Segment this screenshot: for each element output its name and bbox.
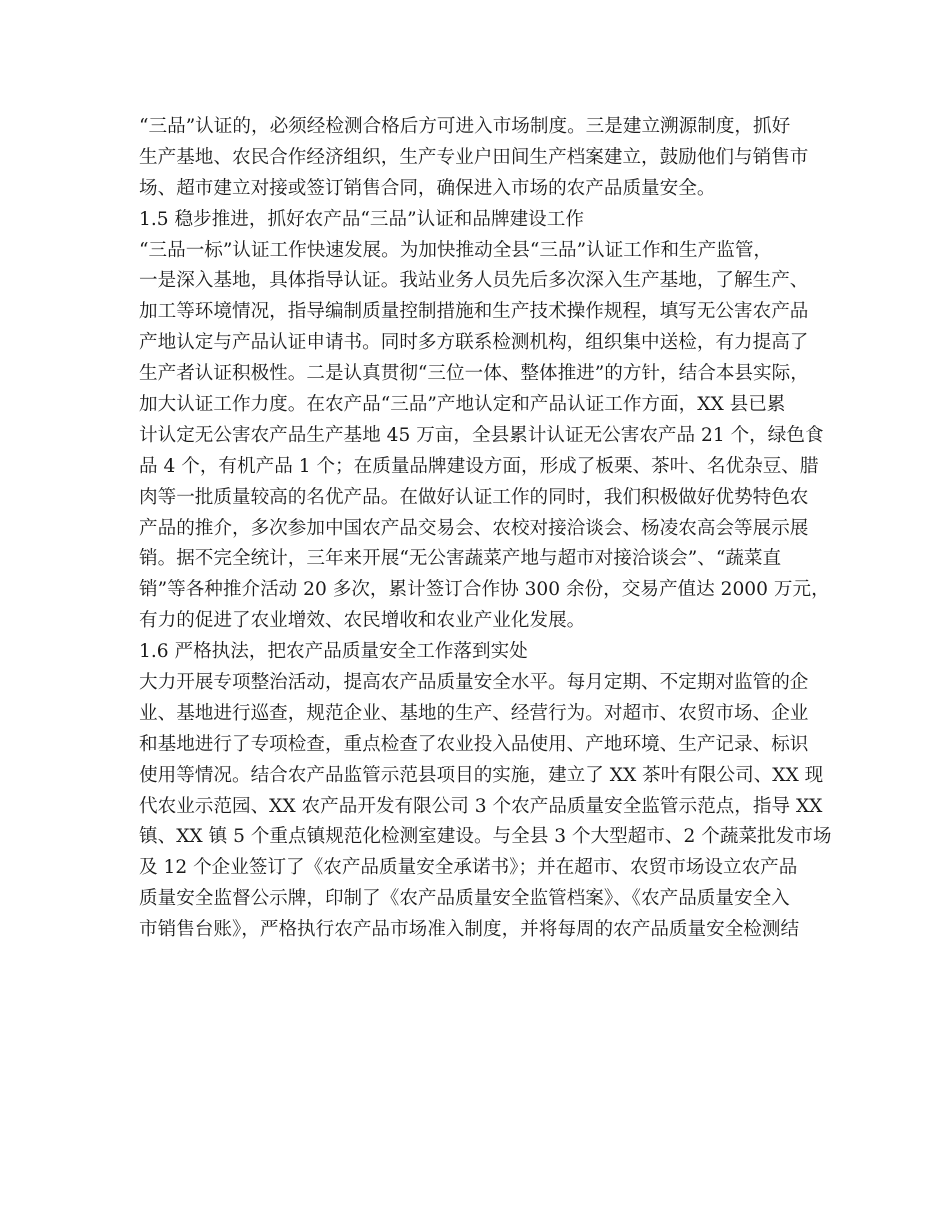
text-line: 场、超市建立对接或签订销售合同，确保进入市场的农产品质量安全。 bbox=[139, 177, 716, 199]
text-line: 肉等一批质量较高的名优产品。在做好认证工作的同时，我们积极做好优势特色农 bbox=[139, 486, 809, 508]
text-line: 和基地进行了专项检查，重点检查了农业投入品使用、产地环境、生产记录、标识 bbox=[139, 733, 809, 755]
text-line: 业、基地进行巡查，规范企业、基地的生产、经营行为。对超市、农贸市场、企业 bbox=[139, 702, 809, 724]
text-line: 加工等环境情况，指导编制质量控制措施和生产技术操作规程，填写无公害农产品 bbox=[139, 301, 809, 323]
text-line: 销”等各种推介活动 20 多次，累计签订合作协 300 余份，交易产值达 2000 万元， bbox=[139, 579, 830, 601]
text-line: 一是深入基地，具体指导认证。我站业务人员先后多次深入生产基地，了解生产、 bbox=[139, 270, 809, 292]
text-line: 计认定无公害农产品生产基地 45 万亩，全县累计认证无公害农产品 21 个，绿色食 bbox=[139, 424, 824, 446]
text-line: 生产者认证积极性。二是认真贯彻“三位一体、整体推进”的方针，结合本县实际， bbox=[139, 363, 809, 385]
text-line: 有力的促进了农业增效、农民增收和农业产业化发展。 bbox=[139, 610, 586, 632]
section-heading-1-5: 1.5 稳步推进，抓好农产品“三品”认证和品牌建设工作 bbox=[139, 208, 584, 230]
text-line: 产品的推介，多次参加中国农产品交易会、农校对接洽谈会、杨凌农高会等展示展 bbox=[139, 517, 809, 539]
text-line: “三品一标”认证工作快速发展。为加快推动全县“三品”认证工作和生产监管， bbox=[139, 239, 773, 261]
body-text bbox=[139, 112, 832, 946]
text-line: 使用等情况。结合农产品监管示范县项目的实施，建立了 XX 茶叶有限公司、XX 现 bbox=[139, 764, 824, 786]
text-line: “三品”认证的，必须经检测合格后方可进入市场制度。三是建立溯源制度，抓好 bbox=[139, 116, 791, 137]
text-line: 生产基地、农民合作经济组织，生产专业户田间生产档案建立，鼓励他们与销售市 bbox=[139, 146, 809, 168]
text-line: 质量安全监督公示牌，印制了《农产品质量安全监管档案》、《农产品质量安全入 bbox=[139, 888, 790, 910]
text-line: 销。据不完全统计，三年来开展“无公害蔬菜产地与超市对接洽谈会”、“蔬菜直 bbox=[139, 548, 782, 570]
text-line: 镇、XX 镇 5 个重点镇规范化检测室建设。与全县 3 个大型超市、2 个蔬菜批发市场 bbox=[139, 826, 832, 848]
text-line: 产地认定与产品认证申请书。同时多方联系检测机构，组织集中送检，有力提高了 bbox=[139, 332, 809, 354]
text-line: 代农业示范园、XX 农产品开发有限公司 3 个农产品质量安全监管示范点，指导 XX bbox=[139, 795, 823, 817]
text-line: 大力开展专项整治活动，提高农产品质量安全水平。每月定期、不定期对监管的企 bbox=[139, 672, 809, 694]
text-line: 加大认证工作力度。在农产品“三品”产地认定和产品认证工作方面，XX 县已累 bbox=[139, 394, 786, 416]
section-heading-1-6: 1.6 严格执法，把农产品质量安全工作落到实处 bbox=[139, 641, 528, 663]
text-line: 及 12 个企业签订了《农产品质量安全承诺书》；并在超市、农贸市场设立农产品 bbox=[139, 857, 798, 879]
text-line: 品 4 个，有机产品 1 个；在质量品牌建设方面，形成了板栗、茶叶、名优杂豆、腊 bbox=[139, 455, 819, 477]
text-line: 市销售台账》，严格执行农产品市场准入制度，并将每周的农产品质量安全检测结 bbox=[139, 919, 800, 941]
